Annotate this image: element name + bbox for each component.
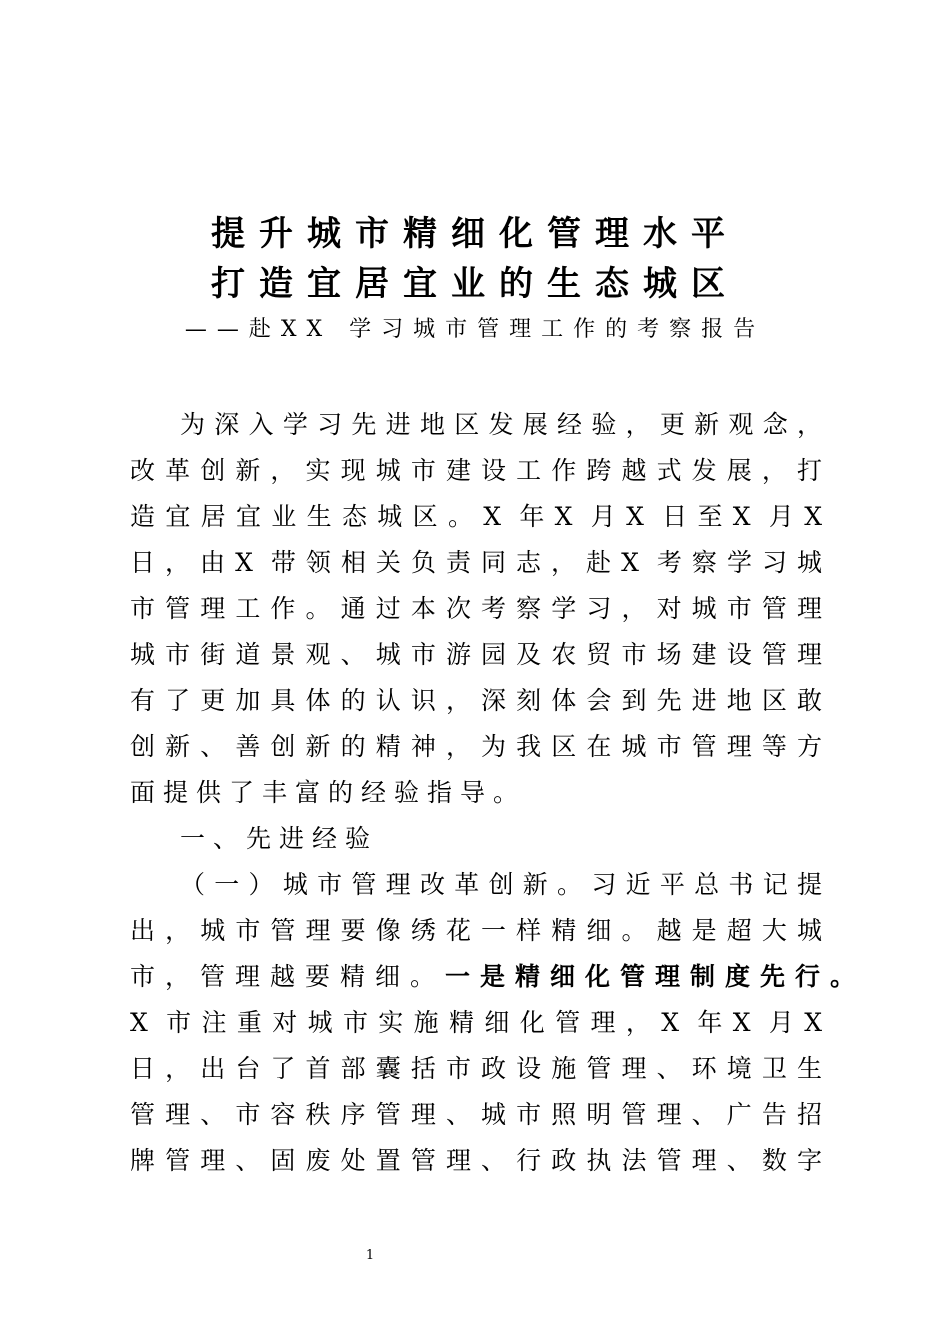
document-title-line-1: 提升城市精细化管理水平 — [211, 214, 739, 254]
paragraph-line: （一）城市管理改革创新。习近平总书记提 — [180, 870, 822, 899]
paragraph-line: X 市注重对城市实施精细化管理，X 年X 月X — [130, 1008, 822, 1037]
paragraph-line: 面提供了丰富的经验指导。 — [130, 778, 527, 807]
page-number: 1 — [365, 1248, 375, 1263]
paragraph-line: 城市街道景观、城市游园及农贸市场建设管理 — [130, 640, 822, 669]
paragraph-line: 创新、善创新的精神，为我区在城市管理等方 — [130, 732, 822, 761]
bold-emphasis-text: 一是精细化管理制度先行。 — [445, 962, 866, 991]
paragraph-line: 日，出台了首部囊括市政设施管理、环境卫生 — [130, 1054, 822, 1083]
paragraph-line: 有了更加具体的认识，深刻体会到先进地区敢 — [130, 686, 822, 715]
paragraph-line: 牌管理、固废处置管理、行政执法管理、数字 — [130, 1146, 822, 1175]
paragraph-line-mixed — [130, 954, 866, 1000]
paragraph-line: 改革创新，实现城市建设工作跨越式发展，打 — [130, 456, 822, 485]
paragraph-line: 造宜居宜业生态城区。X 年X 月X 日至X 月X — [130, 502, 822, 531]
section-heading: 一、先进经验 — [180, 824, 379, 853]
paragraph-line: 日，由X 带领相关负责同志，赴X 考察学习城 — [130, 548, 822, 577]
document-title-line-2: 打造宜居宜业的生态城区 — [211, 264, 739, 304]
plain-text: 市，管理越要精细。 — [130, 962, 446, 991]
document-subtitle: ——赴XX 学习城市管理工作的考察报告 — [184, 317, 766, 342]
paragraph-line: 出，城市管理要像绣花一样精细。越是超大城 — [130, 916, 822, 945]
paragraph-line: 市管理工作。通过本次考察学习，对城市管理 — [130, 594, 822, 623]
paragraph-line: 为深入学习先进地区发展经验，更新观念， — [180, 410, 822, 439]
paragraph-line: 管理、市容秩序管理、城市照明管理、广告招 — [130, 1100, 822, 1129]
